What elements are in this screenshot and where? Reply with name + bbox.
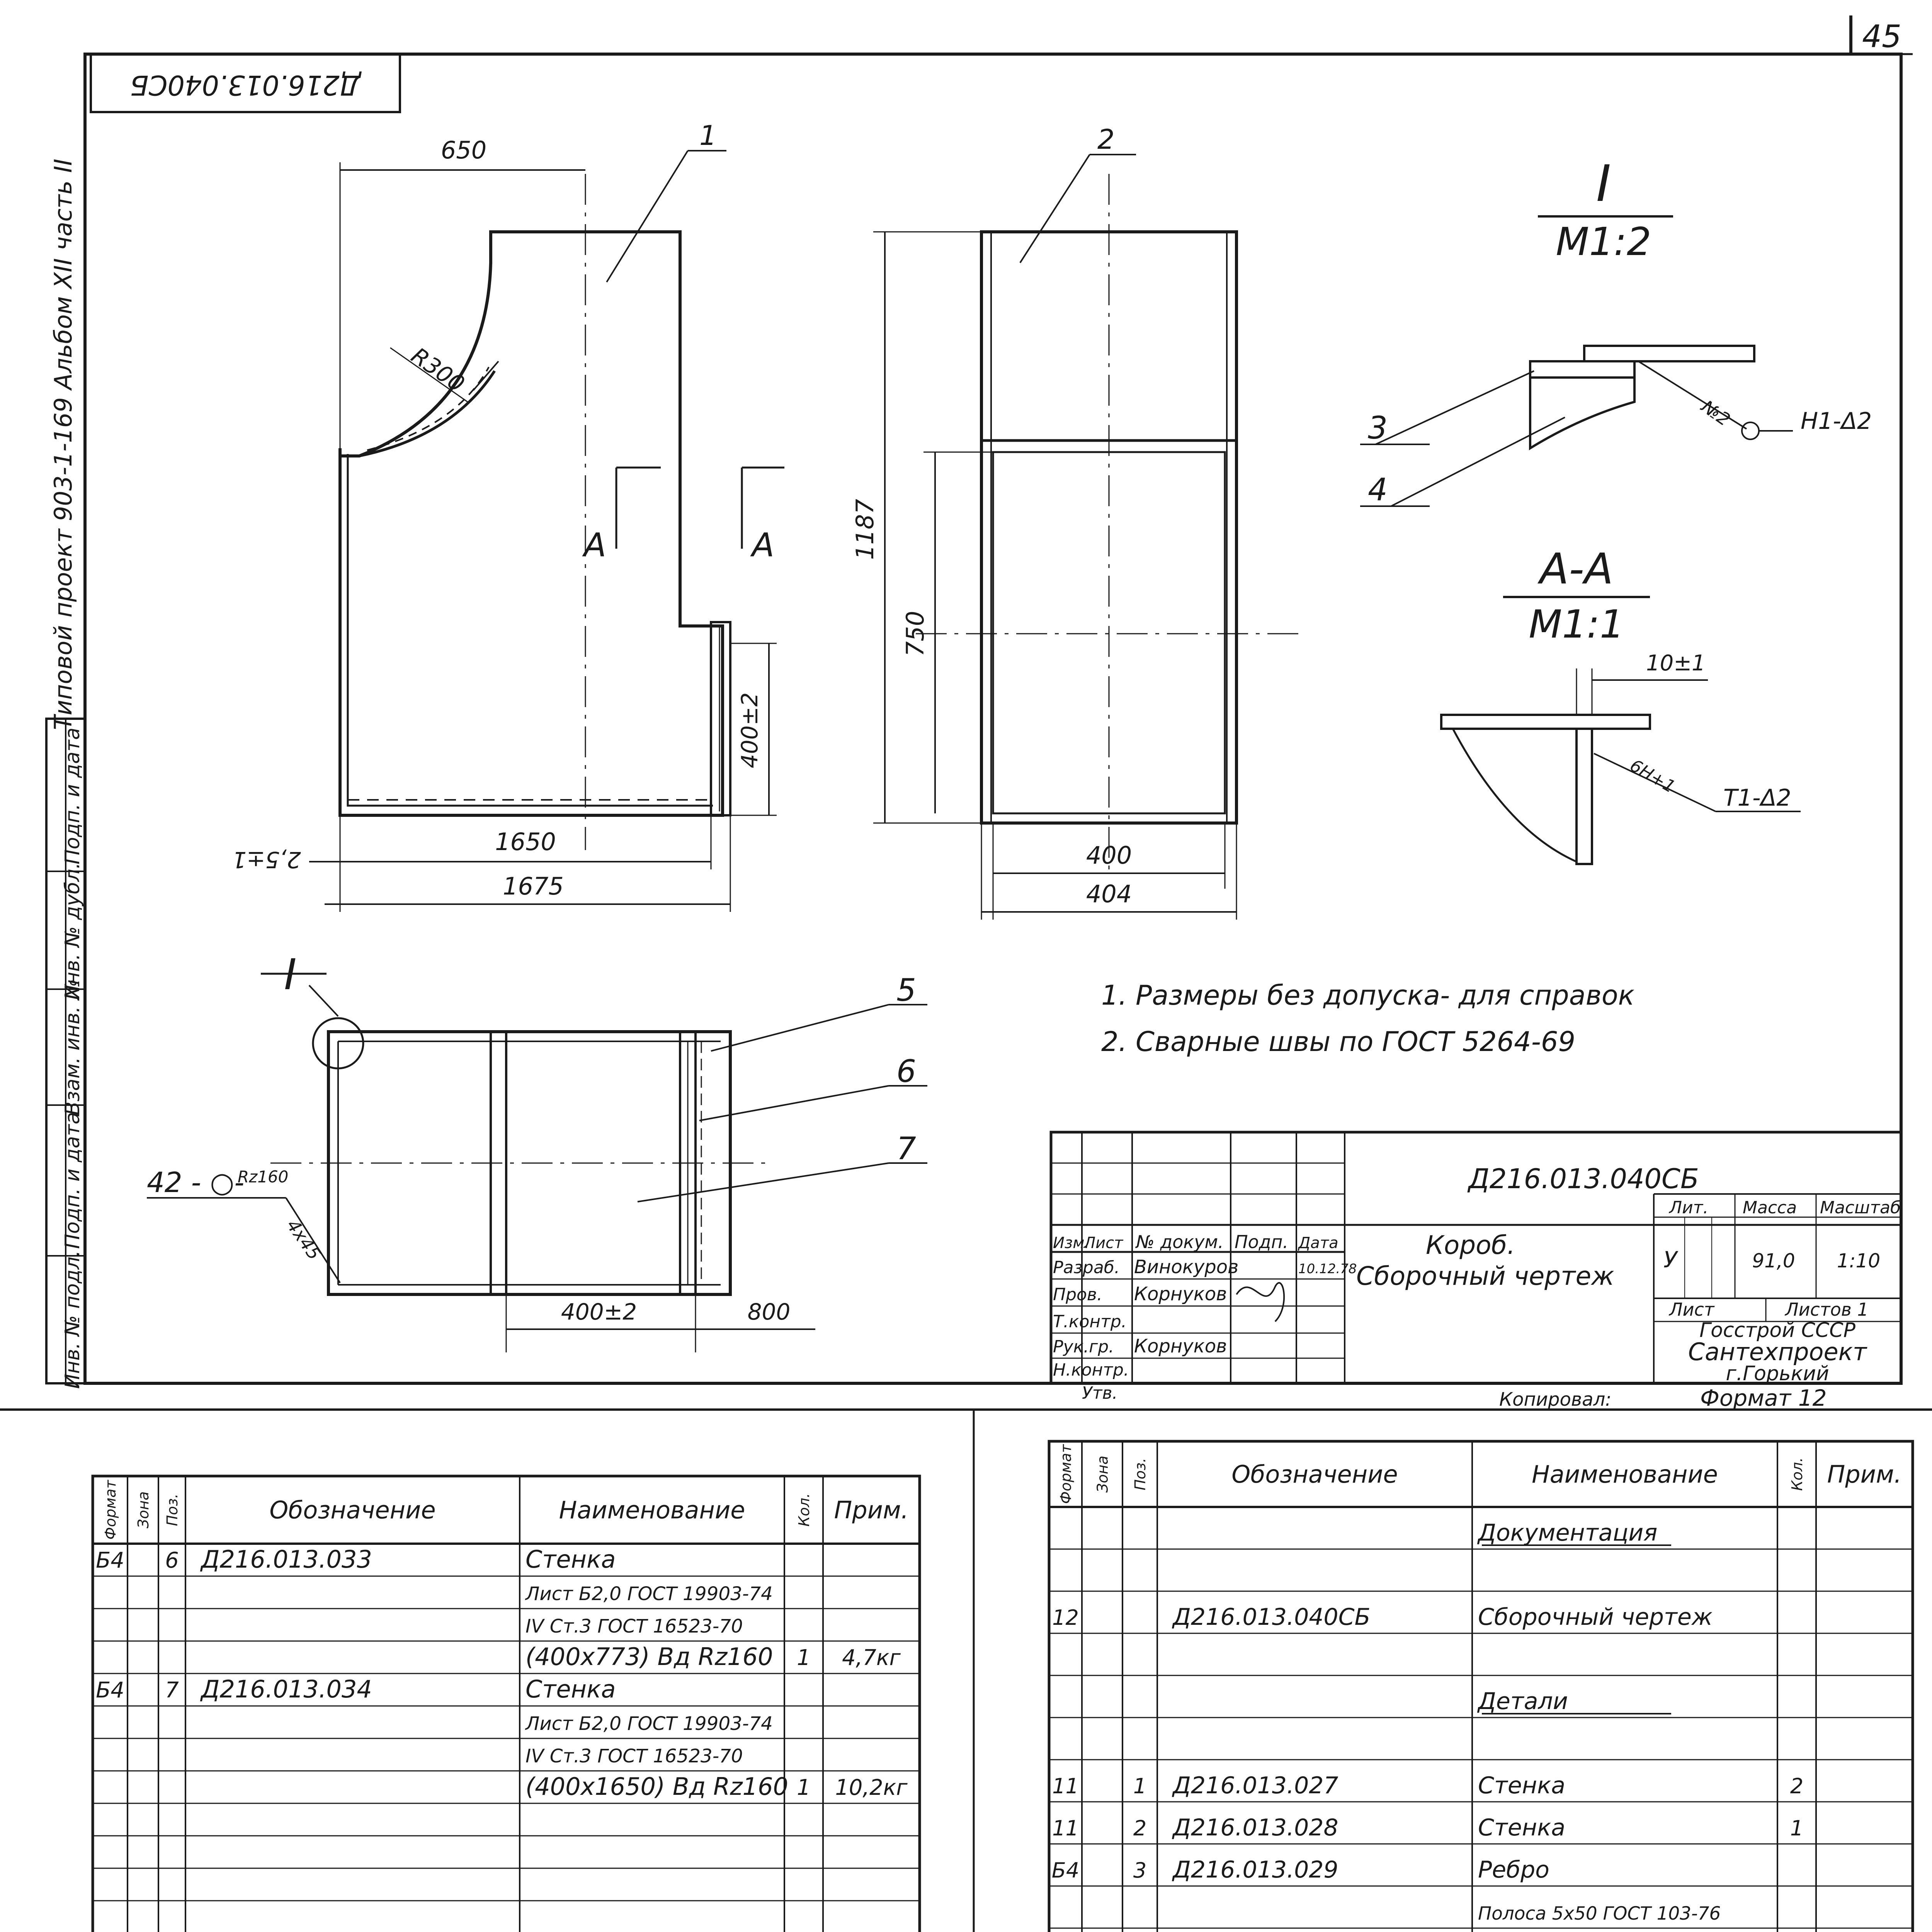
dim-750: 750 [901,611,929,657]
spec-cell: 3 [1133,1858,1147,1883]
spec-cell: 12 [1052,1605,1079,1630]
spec-cell: Д216.013.028 [1173,1814,1338,1841]
dim-800: 800 [747,1299,791,1325]
top-tb-role-3: Т.контр. [1053,1312,1127,1332]
top-tb-h-doc: № докум. [1136,1231,1224,1252]
detail-I-note: №2 [1697,396,1734,430]
top-tb-sheet-label: Лист [1669,1299,1714,1320]
dim-r300: R300 [406,342,469,398]
spec-header-cell: Поз. [1132,1458,1149,1491]
top-tb-role-5: Н.контр. [1053,1360,1129,1380]
spec-cell: (400х1650) Вд Rz160 [526,1772,788,1801]
detail-mark-I: I [284,950,297,999]
spec-cell: 7 [165,1678,179,1703]
dim-404: 404 [1086,880,1132,908]
spec-header-cell: Наименование [1532,1460,1718,1488]
section-AA [1441,544,1801,864]
spec-cell: Б4 [96,1678,124,1703]
side-col-1: Подп. и дата [61,727,84,865]
top-tb-org-3: г.Горький [1726,1362,1829,1385]
section-AA-dim: 10±1 [1646,651,1706,676]
dim-400-2: 400±2 [736,692,763,769]
spec-cell: Д216.013.034 [201,1675,372,1703]
top-tb-org-1: Госстрой СССР [1699,1319,1855,1342]
top-tb-scale-label: Масштаб [1820,1198,1901,1218]
detail-I-title: I [1596,154,1611,213]
top-tb-name1: Короб. [1426,1230,1515,1260]
top-tb-role-1: Разраб. [1053,1258,1120,1277]
top-tb-person-1: Винокуров [1134,1256,1239,1278]
spec-header-cell: Формат [102,1480,119,1540]
spec-header-cell: Наименование [559,1496,745,1524]
section-AA-title: А-А [1539,544,1614,594]
part-label-3: 3 [1368,410,1388,446]
spec-cell: Стенка [526,1675,616,1703]
spec-cell: Детали [1478,1688,1568,1715]
spec-cell: 6 [165,1548,179,1573]
spec-cell: 1 [1790,1816,1804,1840]
top-tb-format: Формат 12 [1700,1385,1827,1411]
spec-cell: 10,2кг [835,1775,908,1800]
spec-cell: IV Ст.3 ГОСТ 16523-70 [526,1745,743,1767]
spec-cell: Д216.013.033 [201,1545,372,1573]
top-tb-date-1: 10.12.78 [1298,1261,1357,1277]
dim-2-5: 2,5±1 [232,847,301,873]
part-label-4: 4 [1368,472,1388,508]
spec-cell: IV Ст.3 ГОСТ 16523-70 [526,1616,743,1637]
spec-header-cell: Формат [1057,1444,1075,1504]
part-label-7: 7 [896,1131,916,1167]
spec-cell: 4,7кг [842,1645,901,1670]
spec-header-cell: Зона [1094,1456,1111,1493]
spec-cell: (400х773) Вд Rz160 [526,1643,773,1671]
dim-1650: 1650 [495,828,556,856]
spec-cell: 1 [797,1775,811,1800]
stamp-text: Д216.013.040СБ [130,69,361,101]
top-tb-designation: Д216.013.040СБ [1468,1163,1699,1195]
spec-cell: Документация [1478,1519,1658,1546]
spec-cell: Д216.013.040СБ [1173,1604,1371,1631]
spec-cell: Б4 [1051,1858,1080,1883]
top-tb-signature [1236,1283,1284,1321]
top-tb-h-list: Лист [1084,1234,1123,1252]
side-col-2: Инв. № дубл. [61,862,84,1000]
top-tb-h-izm: Изм. [1053,1234,1090,1252]
spec-header-cell: Поз. [164,1493,181,1526]
part-label-1: 1 [699,120,717,151]
side-col-5: Инв. № подл. [61,1250,84,1389]
dim-400: 400 [1086,841,1132,869]
top-tb-role-2: Пров. [1053,1285,1102,1304]
spec-cell: 1 [1133,1774,1147,1798]
top-tb-role-4: Рук.гр. [1053,1337,1114,1357]
side-col-3: Взам. инв. № [61,979,84,1116]
spec-cell: 1 [797,1645,811,1670]
detail-I [1360,154,1872,508]
rotated-designation-stamp [91,54,400,112]
spec-cell: Д216.013.027 [1173,1772,1338,1799]
spec-cell: 11 [1052,1774,1079,1798]
spec-cell: Стенка [1478,1772,1565,1799]
top-tb-role-6: Утв. [1082,1383,1118,1403]
spec-cell: Ребро [1478,1856,1549,1883]
spec-cell: Стенка [526,1545,616,1573]
top-side-columns [46,719,85,1389]
spec-cell: Д216.013.029 [1173,1856,1338,1883]
plan-view [147,950,927,1352]
side-project-text: Типовой проект 903-1-169 Альбом XII часть II [49,158,77,730]
detail-I-weld: Н1-Δ2 [1801,408,1872,435]
spec-header-cell: Прим. [1827,1460,1902,1488]
top-tb-person-2: Корнуков [1134,1283,1227,1305]
section-mark-left: А [583,526,607,565]
top-tb-lit-label: Лит. [1669,1198,1709,1218]
top-tb-mass-label: Масса [1743,1198,1797,1218]
weld-rz160: Rz160 [238,1167,289,1186]
sheet-number: 45 [1862,19,1901,54]
top-tb-mass-value: 91,0 [1752,1250,1795,1272]
section-AA-weld: Т1-Δ2 [1723,784,1791,811]
top-tb-copied: Копировал: [1499,1389,1612,1410]
spec-right-sheet [997,1441,1913,1932]
spec-cell: Б4 [96,1548,124,1573]
spec-header-cell: Обозначение [269,1496,436,1524]
top-tb-name2: Сборочный чертеж [1356,1261,1614,1291]
spec-cell: Сборочный чертеж [1478,1604,1713,1631]
weld-4x45: 4x45 [282,1215,325,1264]
part-label-5: 5 [896,972,916,1008]
section-mark-right: А [752,526,775,565]
top-sheet [0,15,1932,1411]
top-tb-h-podp: Подп. [1235,1231,1289,1252]
spec-cell: Лист Б2,0 ГОСТ 19903-74 [526,1713,773,1735]
top-tb-lit-value: У [1663,1247,1677,1273]
main-view [232,120,784,912]
spec-cell: 2 [1133,1816,1147,1840]
top-tb-scale-value: 1:10 [1837,1250,1881,1272]
weld-42: 42 - ○- [147,1166,245,1199]
spec-left-sheet [54,1476,920,1932]
spec-cell: 2 [1790,1774,1804,1798]
side-view [851,124,1302,920]
section-AA-scale: М1:1 [1529,602,1624,647]
top-tb-h-date: Дата [1298,1234,1338,1252]
top-tb-person-4: Корнуков [1134,1335,1227,1357]
note-2: 2. Сварные швы по ГОСТ 5264-69 [1101,1026,1575,1058]
dim-400-2b: 400±2 [561,1299,637,1325]
note-1: 1. Размеры без допуска- для справок [1101,980,1634,1011]
detail-I-scale: М1:2 [1556,219,1651,264]
spec-cell: Полоса 5х50 ГОСТ 103-76 [1478,1903,1721,1924]
spec-header-cell: Кол. [796,1493,813,1527]
part-label-6: 6 [896,1053,916,1089]
top-title-block [1051,1132,1901,1411]
spec-cell: 11 [1052,1816,1079,1840]
spec-cell: Стенка [1478,1814,1565,1841]
top-tb-sheets-label: Листов 1 [1785,1299,1869,1320]
spec-header-cell: Зона [135,1491,152,1529]
dim-1675: 1675 [503,872,564,900]
part-label-2: 2 [1097,124,1115,155]
side-col-4: Подп. и дата [61,1112,84,1249]
section-AA-note: 6Н+1 [1626,755,1679,797]
spec-header-cell: Кол. [1789,1457,1806,1491]
spec-header-cell: Прим. [834,1496,909,1524]
spec-cell: Лист Б2,0 ГОСТ 19903-74 [526,1583,773,1605]
sheet-number-box [1851,15,1913,54]
top-tb-org-2: Сантехпроект [1688,1338,1867,1366]
dim-650: 650 [440,136,487,164]
spec-header-cell: Обозначение [1231,1460,1398,1488]
dim-1187: 1187 [851,499,879,560]
